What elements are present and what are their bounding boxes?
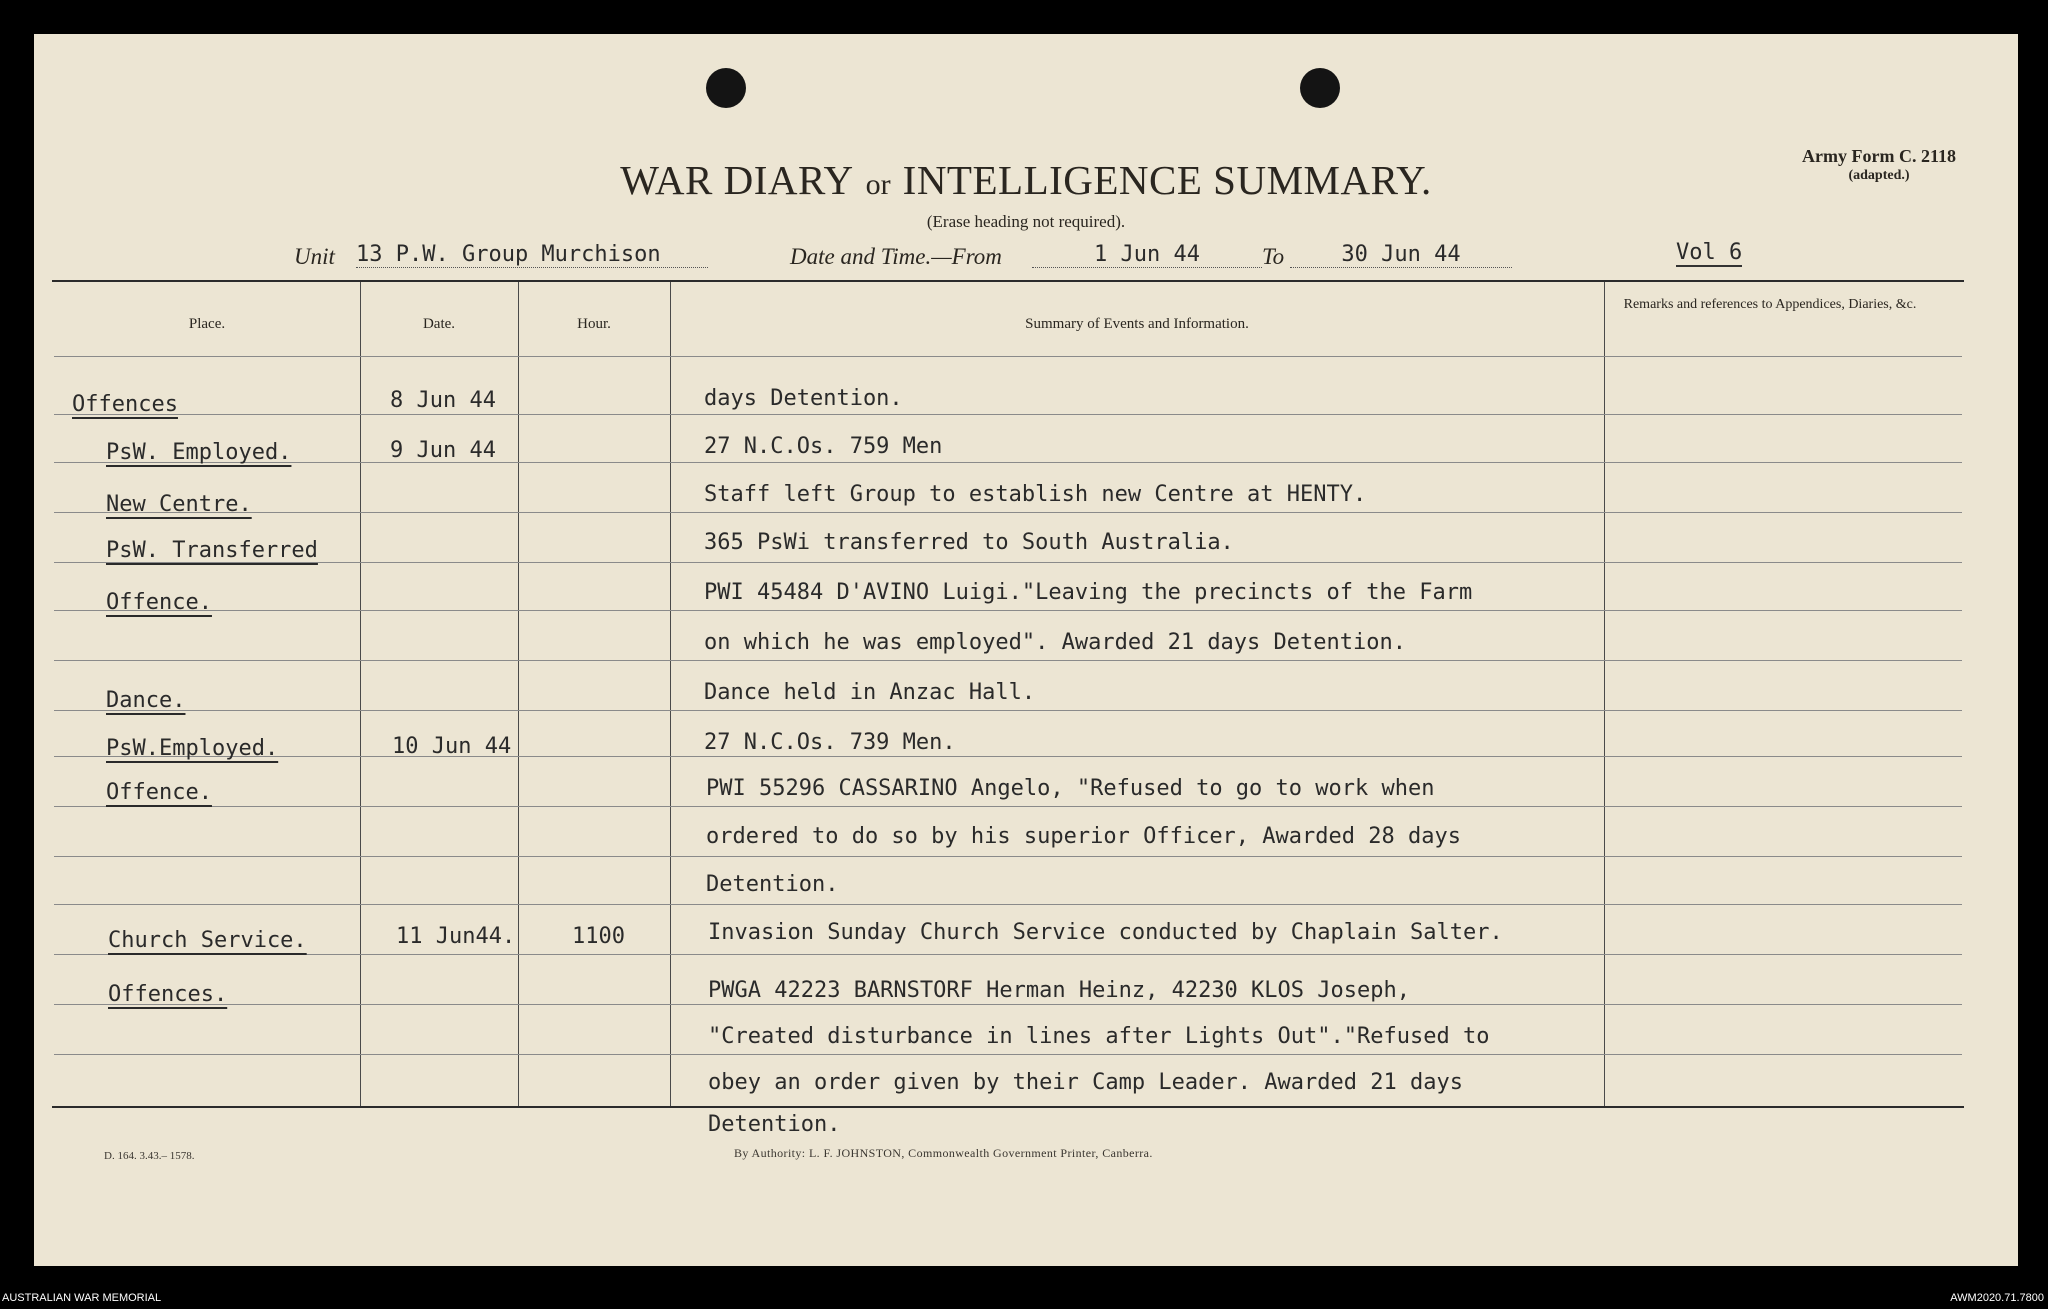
title-war-diary: WAR DIARY (620, 157, 854, 203)
ruled-line (54, 512, 1962, 513)
row-summary: Invasion Sunday Church Service conducted by Chaplain Salter. (708, 920, 1503, 945)
column-header-date: Date. (422, 316, 456, 332)
punch-hole-right (1300, 68, 1340, 108)
row-summary: "Created disturbance in lines after Lights Out"."Refused to (708, 1024, 1490, 1049)
row-date: 10 Jun 44 (392, 734, 512, 759)
row-summary: obey an order given by their Camp Leader. Awarded 21 days (708, 1070, 1463, 1095)
row-summary: Staff left Group to establish new Centre at HENTY. (704, 482, 1367, 507)
archive-reference: AWM2020.71.7800 (1950, 1292, 2044, 1304)
erase-note: (Erase heading not required). (926, 212, 1126, 231)
ruled-line (54, 954, 1962, 955)
ruled-line (54, 756, 1962, 757)
army-form-label (1802, 146, 1956, 186)
ruled-line (54, 356, 1962, 357)
row-summary: days Detention. (704, 386, 903, 411)
archive-caption: AUSTRALIAN WAR MEMORIAL (2, 1292, 162, 1304)
date-from-value: 1 Jun 44 (1032, 242, 1262, 268)
row-place: Offences. (108, 982, 228, 1007)
army-form-number: Army Form C. 2118 (1802, 146, 1956, 166)
row-place: New Centre. (106, 492, 252, 517)
ruled-line (54, 856, 1962, 857)
column-header-summary: Summary of Events and Information. (1025, 316, 1249, 332)
volume-number: Vol 6 (1676, 240, 1743, 265)
column-divider (518, 282, 519, 1106)
table-top-rule (52, 280, 1964, 282)
unit-value: 13 P.W. Group Murchison (356, 242, 708, 268)
row-place: Offence. (106, 780, 212, 805)
date-time-label: Date and Time.—From (790, 244, 1002, 269)
row-summary: Detention. (708, 1112, 841, 1137)
row-date: 11 Jun44. (396, 924, 516, 949)
column-divider (1604, 282, 1605, 1106)
table-bottom-rule (52, 1106, 1964, 1108)
column-divider (360, 282, 361, 1106)
row-summary: Dance held in Anzac Hall. (704, 680, 1036, 705)
punch-hole-left (706, 68, 746, 108)
ruled-line (54, 610, 1962, 611)
row-summary: PWI 45484 D'AVINO Luigi."Leaving the precincts of the Farm (704, 580, 1473, 605)
row-place: PsW.Employed. (106, 736, 279, 761)
row-summary: 27 N.C.Os. 759 Men (704, 434, 943, 459)
row-place: Offence. (106, 590, 212, 615)
row-place: Offences (72, 392, 178, 417)
row-summary: PWI 55296 CASSARINO Angelo, "Refused to go to work when (706, 776, 1435, 801)
ruled-line (54, 562, 1962, 563)
row-place: Church Service. (108, 928, 307, 953)
column-header-hour: Hour. (577, 316, 611, 332)
ruled-line (54, 904, 1962, 905)
ruled-line (54, 1004, 1962, 1005)
to-label: To (1262, 244, 1285, 269)
column-header-place: Place. (188, 316, 226, 332)
column-header-remarks: Remarks and references to Appendices, Diaries, &c. (1623, 297, 1917, 312)
army-form-adapted: (adapted.) (1848, 168, 1910, 183)
form-title (34, 156, 2018, 204)
row-place: PsW. Transferred (106, 538, 318, 563)
row-summary: on which he was employed". Awarded 21 days Detention. (704, 630, 1406, 655)
row-summary: Detention. (706, 872, 839, 897)
title-or: or (865, 168, 891, 201)
row-date: 9 Jun 44 (390, 438, 496, 463)
ruled-line (54, 462, 1962, 463)
row-place: Dance. (106, 688, 186, 713)
printer-authority: By Authority: L. F. JOHNSTON, Commonwealth Government Printer, Canberra. (734, 1146, 1153, 1160)
row-hour: 1100 (572, 924, 625, 949)
row-summary: 365 PsWi transferred to South Australia. (704, 530, 1234, 555)
row-summary: PWGA 42223 BARNSTORF Herman Heinz, 42230 KLOS Joseph, (708, 978, 1410, 1003)
print-code: D. 164. 3.43.– 1578. (104, 1150, 195, 1162)
date-to-value: 30 Jun 44 (1290, 242, 1512, 268)
ruled-line (54, 710, 1962, 711)
title-intelligence-summary: INTELLIGENCE SUMMARY. (902, 157, 1432, 203)
row-date: 8 Jun 44 (390, 388, 496, 413)
row-place: PsW. Employed. (106, 440, 292, 465)
row-summary: 27 N.C.Os. 739 Men. (704, 730, 956, 755)
ruled-line (54, 660, 1962, 661)
ruled-line (54, 1054, 1962, 1055)
row-summary: ordered to do so by his superior Officer, Awarded 28 days (706, 824, 1461, 849)
ruled-line (54, 414, 1962, 415)
column-divider (670, 282, 671, 1106)
ruled-line (54, 806, 1962, 807)
unit-label: Unit (294, 244, 335, 269)
